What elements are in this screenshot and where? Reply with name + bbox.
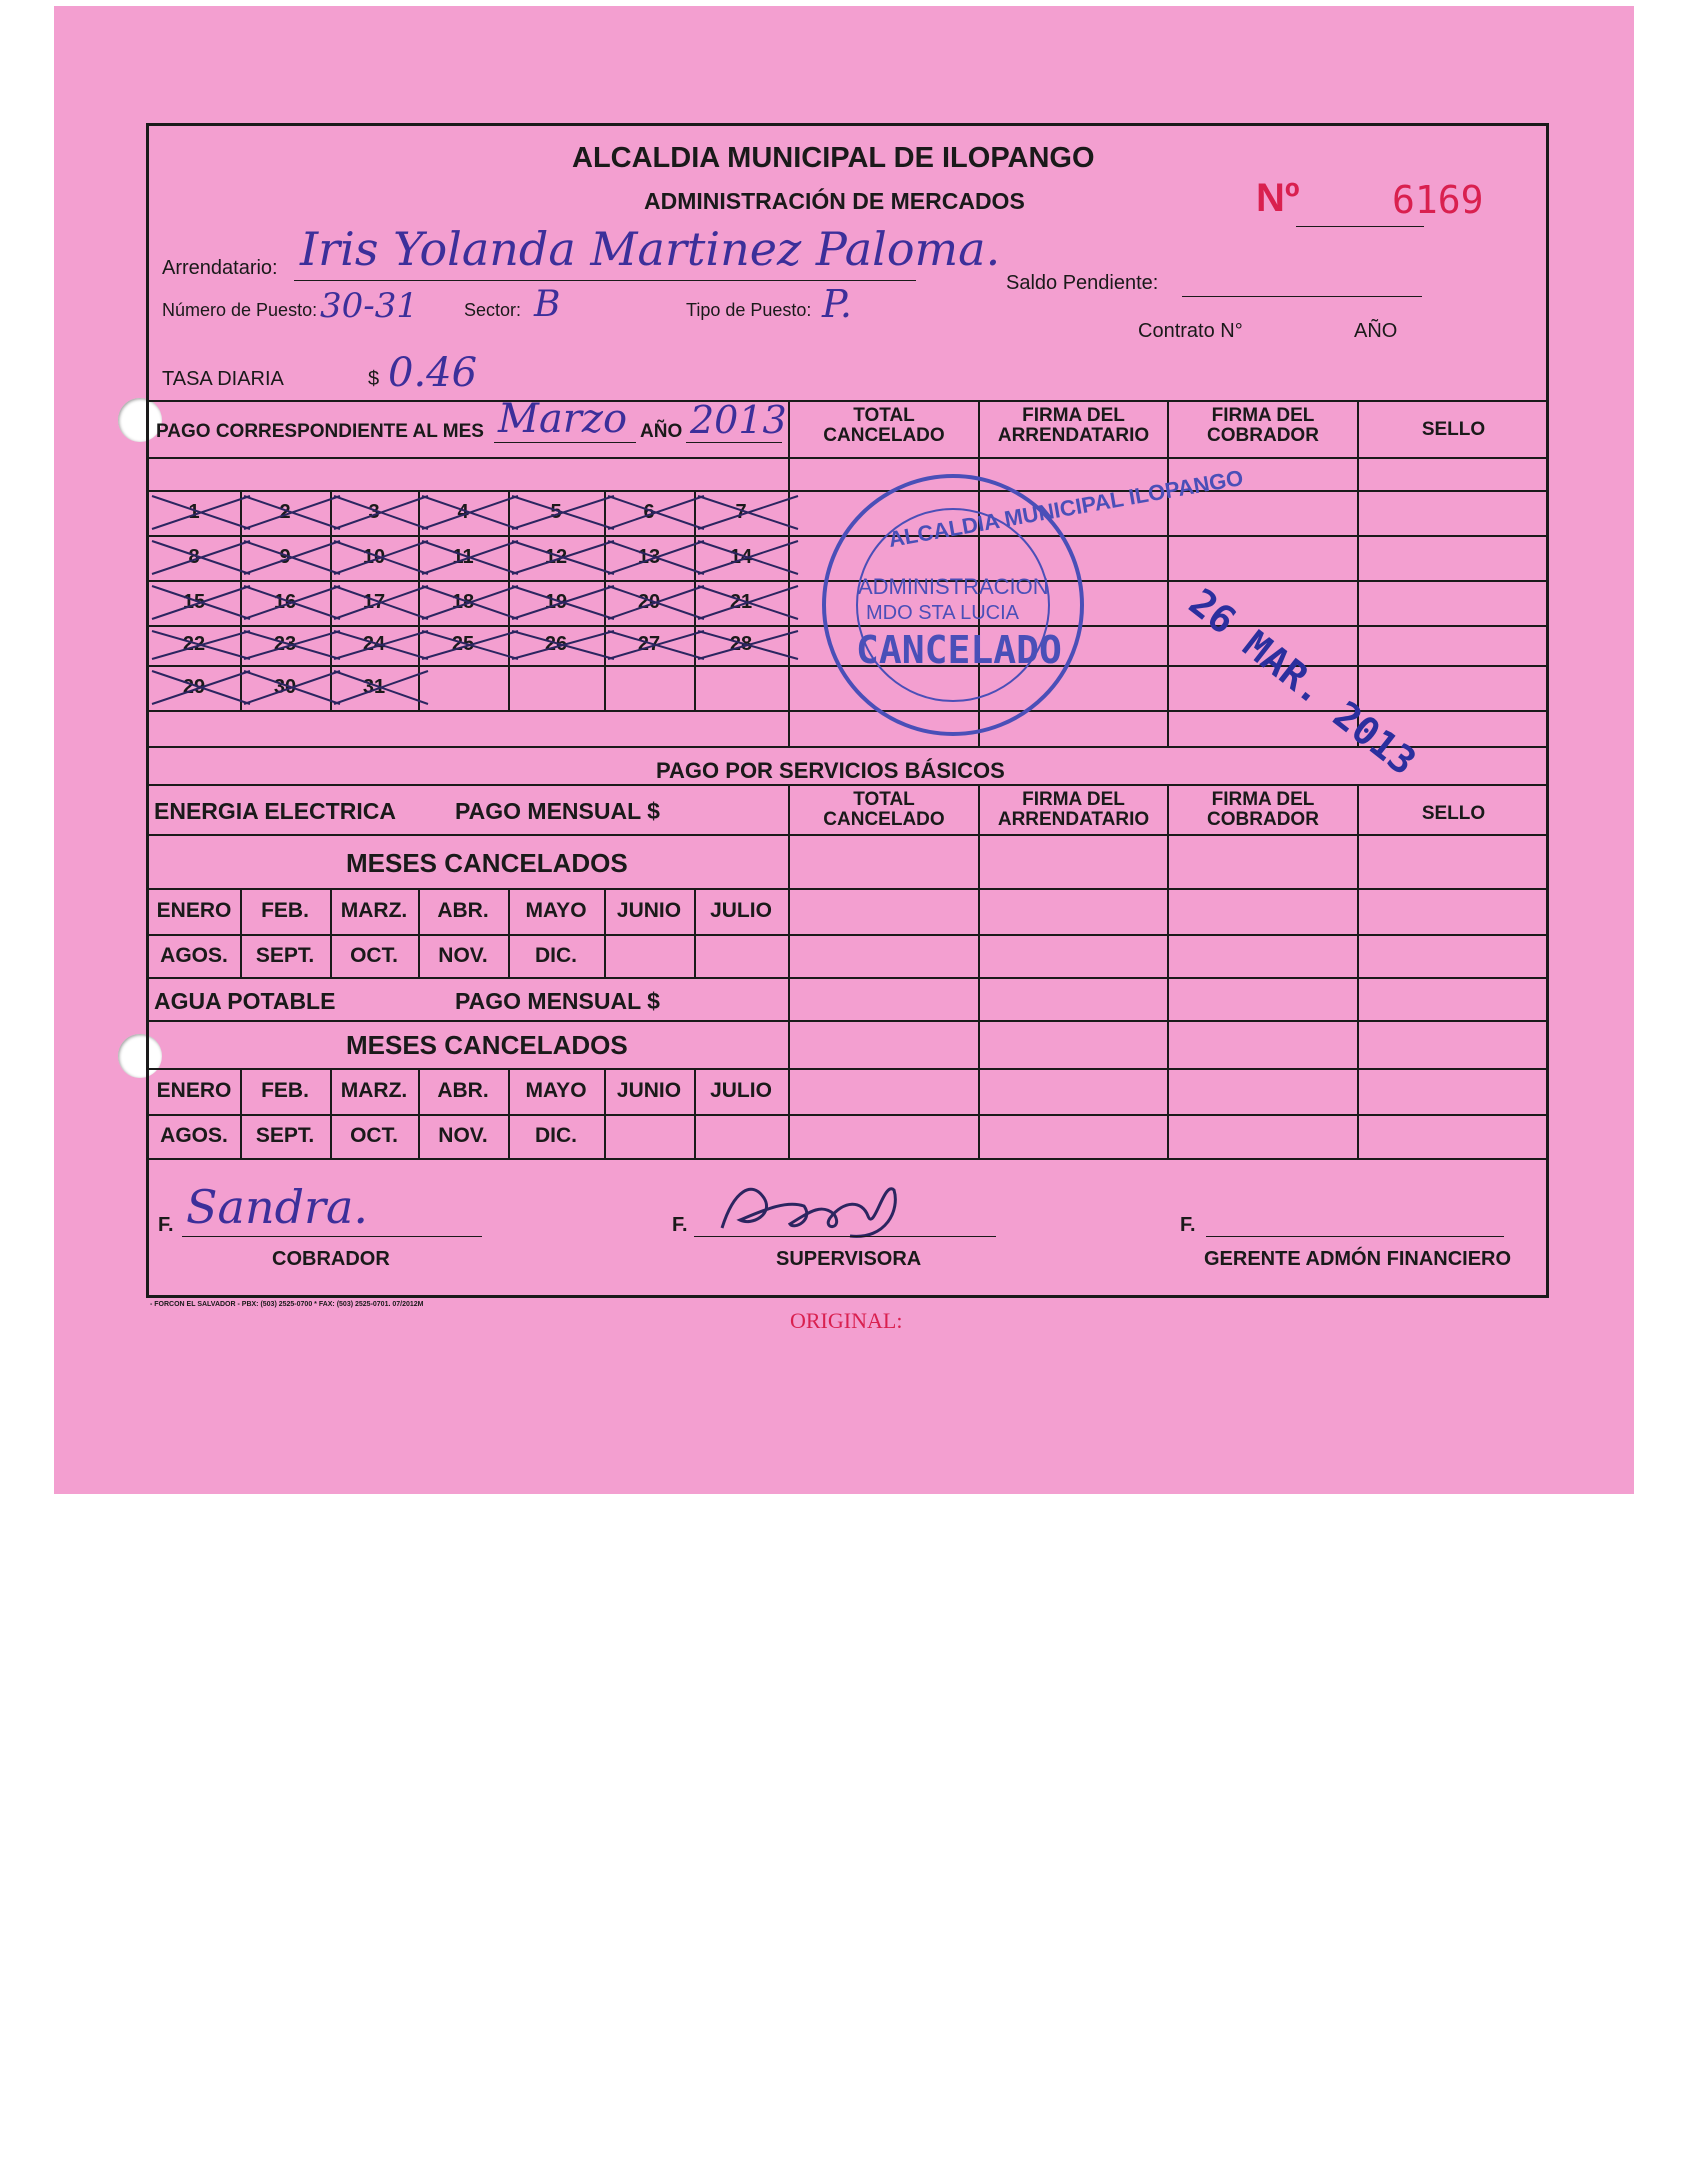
agua-r1-month-2: MARZ. [340,1079,408,1102]
day-cell-7: 7 [735,500,747,523]
energia-label: ENERGIA ELECTRICA [154,798,396,824]
day-cell-28: 28 [729,633,753,655]
agua-r2-month-4: DIC. [535,1124,577,1147]
tasa-value: 0.46 [388,350,478,396]
day-cell-8: 8 [188,545,200,568]
grid-line [147,457,1548,459]
col-total-header: TOTAL CANCELADO [823,405,945,446]
pago-anio-label: AÑO [640,421,683,442]
grid-line [147,888,1548,890]
day-cell-9: 9 [279,545,291,568]
contrato-anio-label: AÑO [1354,320,1398,342]
agua-label: AGUA POTABLE [154,988,336,1014]
stamp-line2: MDO STA LUCIA [866,602,1019,624]
pago-anio-underline [686,442,782,443]
day-cell-1: 1 [188,500,200,523]
grid-line [788,400,790,746]
energia-r1-month-0: ENERO [156,899,232,922]
day-cell-26: 26 [544,633,568,655]
energia-r2-month-4: DIC. [535,943,577,967]
agua-r2-month-1: SEPT. [255,1124,315,1147]
sector-value: B [534,284,561,325]
form-title: ALCALDIA MUNICIPAL DE ILOPANGO [572,142,1095,174]
sig-supervisora-label: SUPERVISORA [776,1248,922,1270]
day-cell-16: 16 [273,590,297,613]
sig-supervisora-line [694,1236,996,1237]
day-cell-13: 13 [637,545,661,568]
arrendatario-value: Iris Yolanda Martinez Paloma. [300,222,1001,276]
day-cell-2: 2 [279,500,291,523]
day-cell-23: 23 [273,633,297,655]
energia-pago-mensual-label: PAGO MENSUAL $ [455,798,660,824]
day-cell-12: 12 [544,545,568,568]
grid-line [147,934,1548,936]
energia-r1-month-5: JUNIO [616,899,682,922]
agua-r2-month-3: NOV. [438,1124,488,1147]
cancelado-stamp [822,464,1246,736]
stamp-ring-text: ALCALDIA MUNICIPAL ILOPANGO [886,464,1246,553]
date-stamp: 26 MAR. 2013 [1180,580,1425,784]
grid-line [1167,400,1169,746]
servicios-col-firma-cobrador-header: FIRMA DEL COBRADOR [1207,789,1319,830]
agua-pago-mensual-label: PAGO MENSUAL $ [455,988,660,1014]
day-cell-5: 5 [550,500,562,523]
day-cell-22: 22 [182,633,206,655]
energia-r2-month-3: NOV. [438,943,488,967]
grid-line [147,834,1548,836]
day-cell-25: 25 [451,633,475,655]
grid-line [147,490,1548,492]
sig-cobrador-signature: Sandra. [186,1180,369,1234]
arrendatario-label: Arrendatario: [162,257,278,279]
tipo-label: Tipo de Puesto: [686,300,812,320]
saldo-label: Saldo Pendiente: [1006,272,1159,294]
energia-meses-label: MESES CANCELADOS [346,848,628,878]
day-cell-20: 20 [637,590,661,613]
servicios-col-firma-arrendatario-header: FIRMA DEL ARRENDATARIO [997,789,1150,830]
day-cell-21: 21 [729,590,753,613]
sig-supervisora-prefix: F. [672,1214,688,1236]
sig-cobrador-label: COBRADOR [272,1248,390,1270]
agua-r1-month-1: FEB. [261,1079,309,1102]
tasa-label: TASA DIARIA [162,368,284,390]
agua-r1-month-4: MAYO [525,1079,587,1102]
grid-line [788,784,790,1158]
day-cell-30: 30 [273,675,297,698]
grid-line [147,784,1548,786]
agua-r1-month-5: JUNIO [616,1079,682,1102]
receipt-number-value: 6169 [1392,178,1484,222]
day-cell-11: 11 [452,545,474,568]
energia-r1-month-6: JULIO [710,899,772,922]
grid-line [147,1114,1548,1116]
tipo-value: P. [822,282,852,326]
day-cell-4: 4 [457,500,469,523]
stamp-line1: ADMINISTRACION [858,574,1049,599]
sig-gerente-line [1206,1236,1504,1237]
sig-cobrador-prefix: F. [158,1214,174,1236]
form-subtitle: ADMINISTRACIÓN DE MERCADOS [644,188,1025,214]
sig-gerente-label: GERENTE ADMÓN FINANCIERO [1204,1248,1512,1270]
grid-line [147,1068,1548,1070]
pago-mes-label: PAGO CORRESPONDIENTE AL MES [156,421,484,442]
grid-line [1357,400,1359,746]
col-firma-cobrador-header: FIRMA DEL COBRADOR [1207,405,1319,446]
day-cell-31: 31 [362,675,386,698]
day-cell-29: 29 [182,675,206,698]
tasa-currency: $ [368,368,380,390]
pago-mes-underline [494,442,636,443]
day-cell-3: 3 [368,500,380,523]
day-cell-19: 19 [544,590,568,613]
supervisora-signature-scribble [694,1170,934,1250]
energia-r2-month-2: OCT. [350,943,398,967]
servicios-col-sello-header: SELLO [1421,803,1486,824]
contrato-label: Contrato N° [1138,320,1243,342]
day-cell-17: 17 [362,590,386,613]
day-cell-24: 24 [362,633,386,655]
energia-r2-month-0: AGOS. [160,943,228,967]
agua-r2-month-0: AGOS. [160,1124,228,1147]
grid-line [1357,784,1359,1158]
day-cell-27: 27 [637,633,661,655]
energia-r1-month-4: MAYO [525,899,587,922]
servicios-col-total-header: TOTAL CANCELADO [823,789,945,830]
agua-meses-label: MESES CANCELADOS [346,1030,628,1060]
pago-mes-value: Marzo [498,396,628,442]
grid-line [147,1158,1548,1160]
puesto-label: Número de Puesto: [162,300,318,320]
printer-footer: - FORCON EL SALVADOR - PBX: (503) 2525-0700 * FAX: (503) 2525-0701. 07/2012M [150,1301,424,1308]
sig-gerente-prefix: F. [1180,1214,1196,1236]
grid-line [147,746,1548,748]
col-sello-header: SELLO [1421,419,1486,440]
agua-r1-month-6: JULIO [710,1079,772,1102]
agua-r2-month-2: OCT. [350,1124,398,1147]
grid-line [1167,784,1169,1158]
agua-r1-month-3: ABR. [437,1079,489,1102]
agua-r1-month-0: ENERO [156,1079,232,1102]
energia-r1-month-2: MARZ. [340,899,408,922]
puesto-value: 30-31 [320,286,419,326]
stamp-line3: CANCELADO [856,628,1062,672]
grid-line [978,784,980,1158]
grid-line [147,1020,1548,1022]
day-cell-18: 18 [451,590,475,613]
col-firma-arrendatario-header: FIRMA DEL ARRENDATARIO [997,405,1150,446]
day-cell-15: 15 [182,590,206,613]
receipt-number-label: Nº [1256,176,1300,220]
day-cell-10: 10 [362,545,386,568]
energia-r2-month-1: SEPT. [255,943,315,967]
energia-r1-month-3: ABR. [437,899,489,922]
grid-line [147,400,1548,402]
pago-anio-value: 2013 [690,398,787,442]
grid-line [147,977,1548,979]
sector-label: Sector: [464,300,522,320]
servicios-title: PAGO POR SERVICIOS BÁSICOS [656,758,1005,783]
copy-label: ORIGINAL: [790,1308,903,1333]
sig-cobrador-line [182,1236,482,1237]
day-cell-6: 6 [643,500,655,523]
energia-r1-month-1: FEB. [261,899,309,922]
day-cell-14: 14 [729,545,753,568]
